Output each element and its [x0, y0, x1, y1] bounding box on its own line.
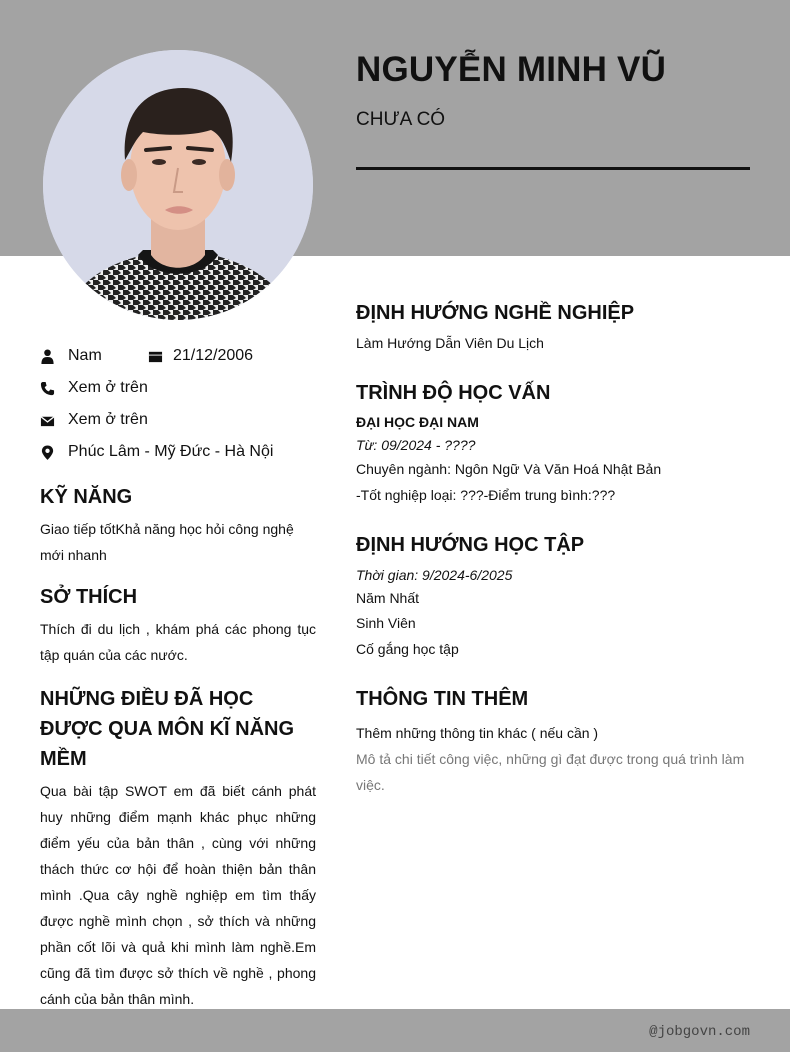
- portrait-photo: [43, 50, 313, 320]
- education-title: TRÌNH ĐỘ HỌC VẤN: [356, 382, 551, 404]
- contact-address: [40, 436, 316, 468]
- study-section: [356, 530, 750, 662]
- study-period: Thời gian: 9/2024-6/2025: [356, 567, 513, 583]
- location-pin-icon: [40, 444, 55, 460]
- job-title: CHƯA CÓ: [356, 109, 446, 130]
- hobbies-text: Thích đi du lịch , khám phá các phong tục tập quán của các nước.: [40, 621, 316, 663]
- lessons-text: Qua bài tập SWOT em đã biết cánh phát huy những điểm mạnh khác phục những điểm yếu của bản thân , cùng với những thách thức cơ hội để hoàn thiện bản thân mình .Qua cây nghề nghiệp em tìm thấy được nghề mình chọn , sở thích và những phần cốt lõi và quả khi mình làm nghề.Em cũng đã tìm được sở thích về nghề , phong cánh của bản thân mình.: [40, 783, 316, 1007]
- extra-info-section: [356, 684, 750, 798]
- watermark: @jobgovn.com: [649, 1024, 750, 1040]
- skills-section: [40, 482, 316, 568]
- phone-icon: [40, 380, 55, 396]
- education-period: Từ: 09/2024 - ????: [356, 437, 476, 453]
- education-section: [356, 378, 750, 508]
- skills-text: Giao tiếp tốtKhả năng học hỏi công nghệ mới nhanh: [40, 521, 294, 563]
- study-line: Cố gắng học tập: [356, 641, 459, 657]
- education-major: Chuyên ngành: Ngôn Ngữ Và Văn Hoá Nhật Bản: [356, 461, 662, 477]
- extra-placeholder: Mô tả chi tiết công việc, những gì đạt được trong quá trình làm việc.: [356, 751, 745, 793]
- person-icon: [40, 348, 55, 364]
- skills-title: KỸ NĂNG: [40, 486, 133, 508]
- phone-value: Xem ở trên: [68, 379, 148, 396]
- contact-gender-birthday: [40, 340, 316, 372]
- school-name: ĐẠI HỌC ĐẠI NAM: [356, 414, 479, 430]
- extra-text: Thêm những thông tin khác ( nếu cần ): [356, 725, 599, 741]
- contact-phone: [40, 372, 316, 404]
- right-column: [356, 298, 750, 798]
- extra-title: THÔNG TIN THÊM: [356, 688, 529, 710]
- lessons-title: NHỮNG ĐIỀU ĐÃ HỌC ĐƯỢC QUA MÔN KĨ NĂNG MỀM: [40, 688, 295, 770]
- contact-email: [40, 404, 316, 436]
- title-divider: [356, 167, 750, 170]
- calendar-icon: [148, 348, 163, 364]
- mail-icon: [40, 412, 55, 428]
- email-value: Xem ở trên: [68, 411, 148, 428]
- study-line: Năm Nhất: [356, 590, 420, 606]
- study-title: ĐỊNH HƯỚNG HỌC TẬP: [356, 534, 585, 556]
- hobbies-section: [40, 582, 316, 668]
- contact-gender: [40, 347, 148, 365]
- career-text: Làm Hướng Dẫn Viên Du Lịch: [356, 335, 544, 351]
- contact-birthday: [148, 347, 253, 365]
- address-value: Phúc Lâm - Mỹ Đức - Hà Nội: [68, 443, 274, 460]
- career-section: [356, 298, 750, 356]
- education-result: -Tốt nghiệp loại: ???-Điểm trung bình:???: [356, 487, 616, 503]
- candidate-name: NGUYỄN MINH VŨ: [356, 50, 667, 89]
- left-column: [40, 340, 316, 1012]
- study-line: Sinh Viên: [356, 615, 416, 631]
- lessons-section: [40, 684, 316, 1012]
- avatar: [43, 50, 313, 320]
- gender-value: Nam: [68, 347, 102, 364]
- birthday-value: 21/12/2006: [173, 347, 254, 364]
- hobbies-title: SỞ THÍCH: [40, 586, 138, 608]
- career-title: ĐỊNH HƯỚNG NGHỀ NGHIỆP: [356, 302, 635, 324]
